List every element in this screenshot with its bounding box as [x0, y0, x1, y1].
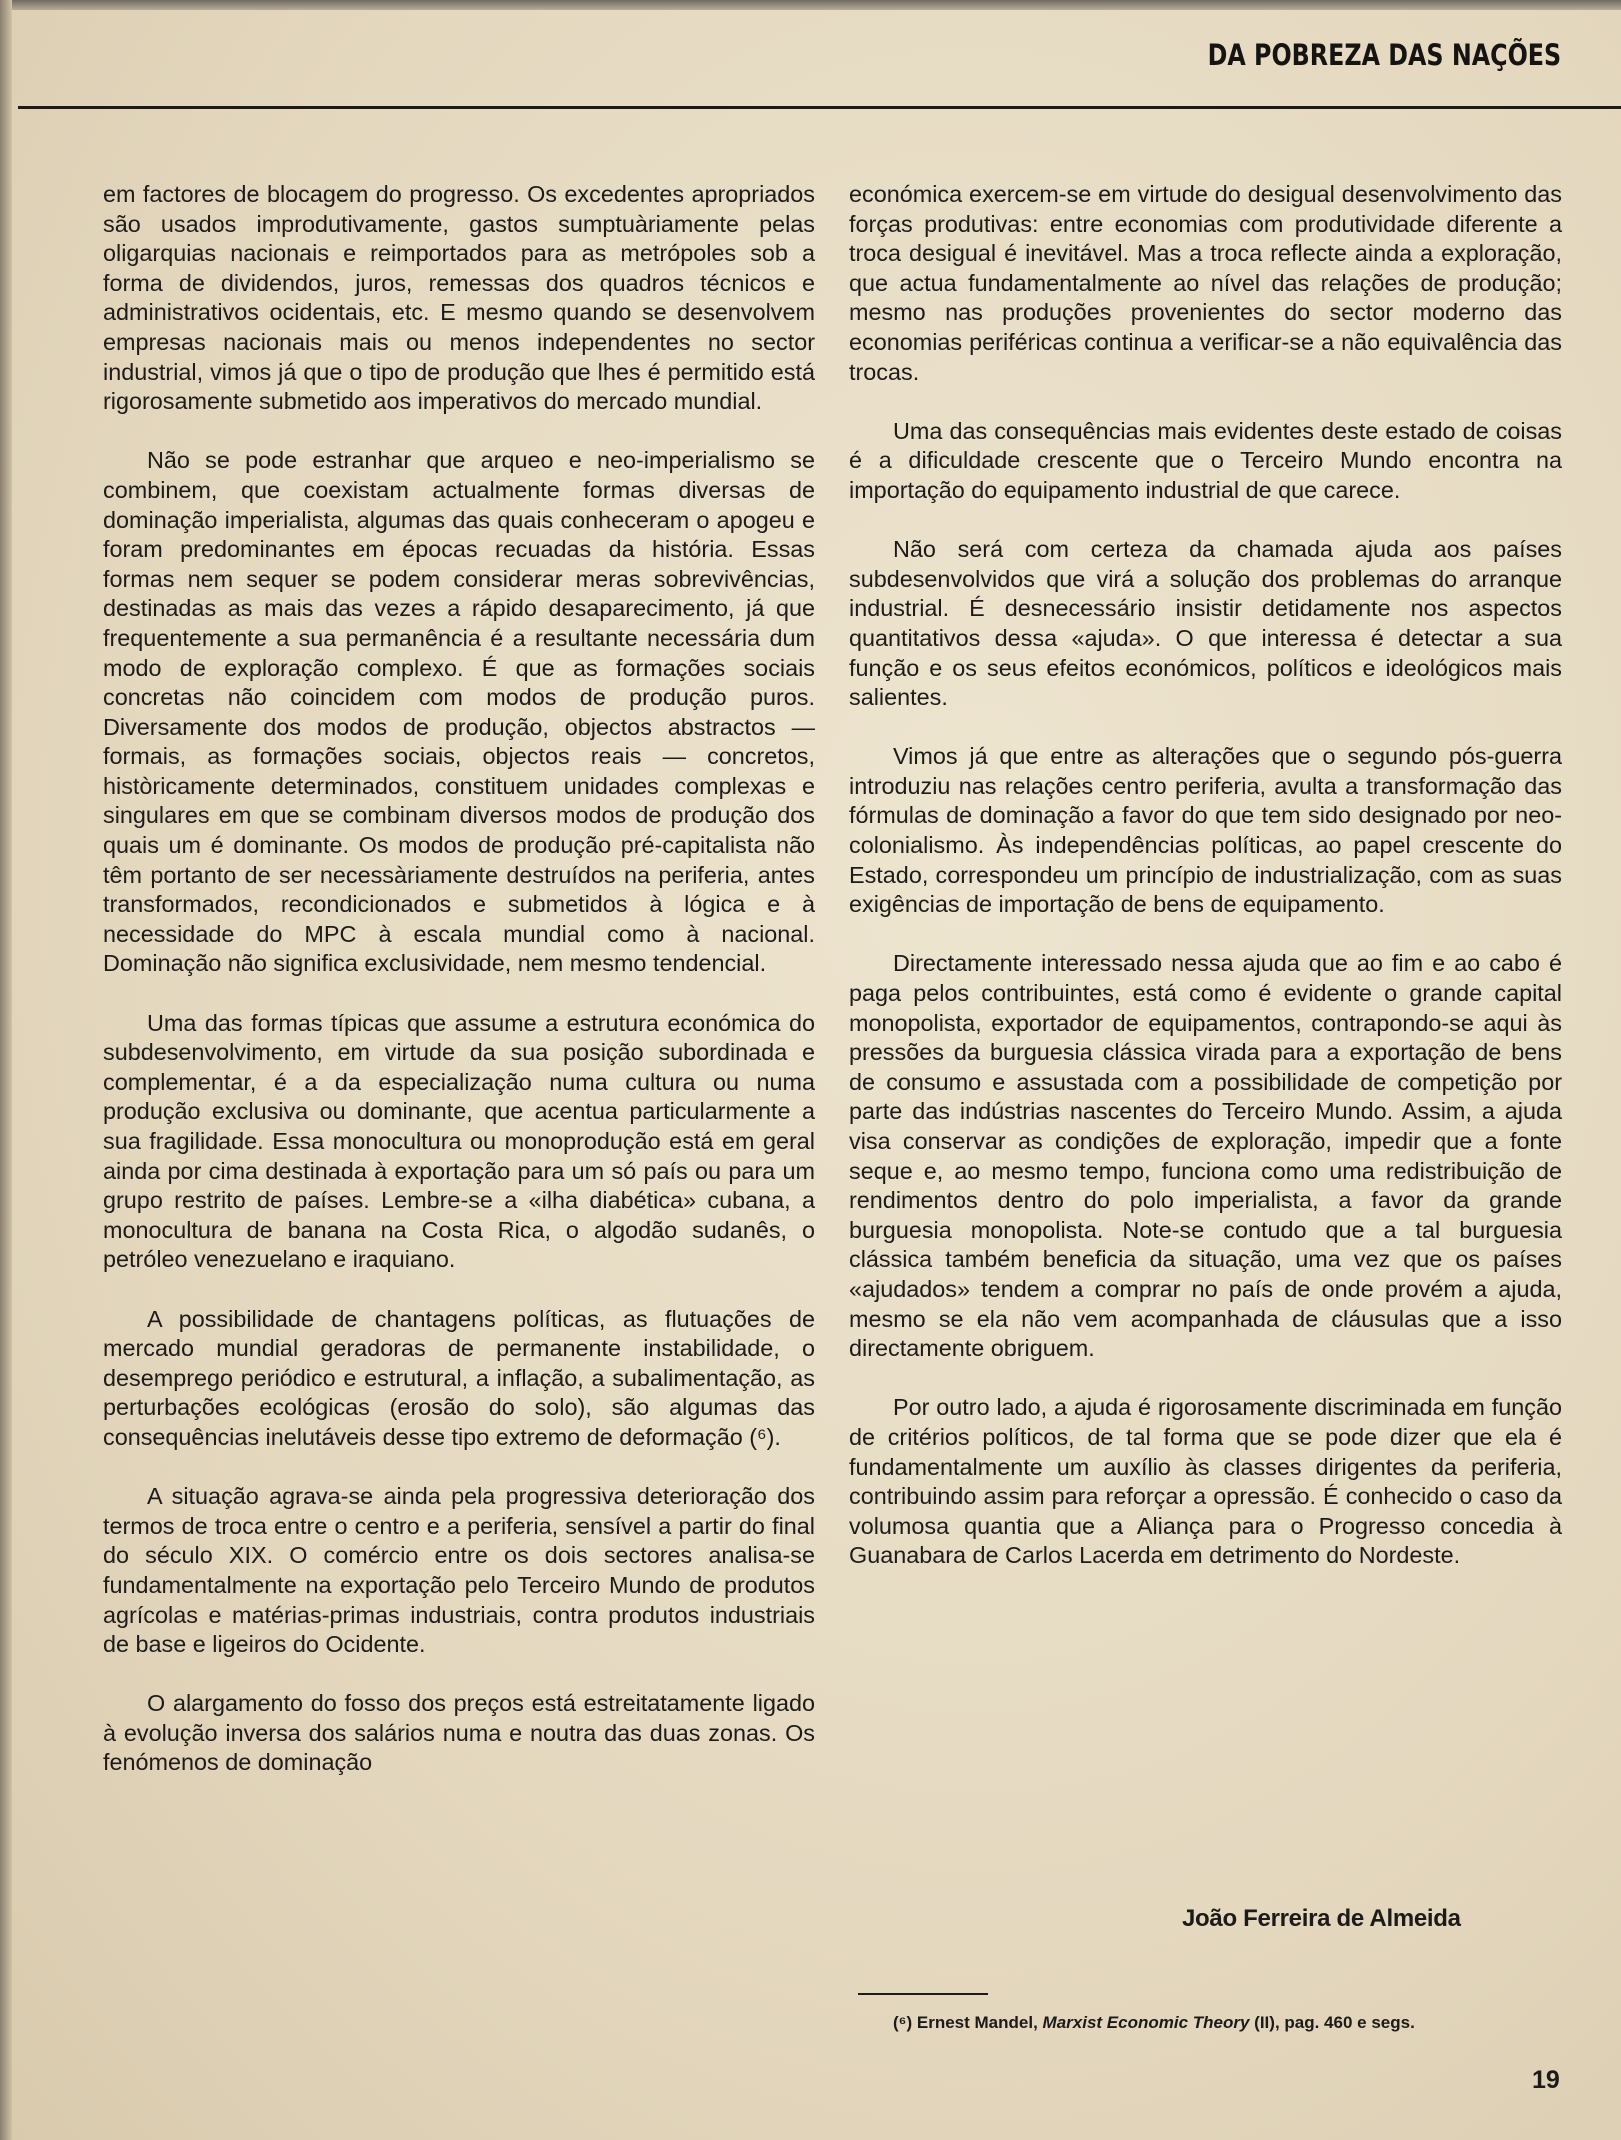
footnote-title: Marxist Economic Theory: [1042, 2013, 1250, 2032]
page-top-edge: [0, 0, 1621, 10]
paragraph: Não será com certeza da chamada ajuda aos países subdesenvolvidos que virá a solução dos problemas do arranque industrial. É desnecessário insistir detidamente nos aspectos quantitativos dessa «ajuda». O que interessa é detectar a sua função e os seus efeitos económicos, políticos e ideológicos mais salientes.: [849, 536, 1562, 711]
paragraph: O alargamento do fosso dos preços está estreitatamente ligado à evolução inversa dos salários numa e noutra das duas zonas. Os fenómenos de dominação: [103, 1690, 815, 1776]
footnote-rule: [858, 1993, 988, 1995]
paragraph: A situação agrava-se ainda pela progressiva deterioração dos termos de troca entre o centro e a periferia, sensível a partir do final do século XIX. O comércio entre os dois sectores analisa-se fundamentalmente na exportação pelo Terceiro Mundo de produtos agrícolas e matérias-primas industriais, contra produtos industriais de base e ligeiros do Ocidente.: [103, 1483, 815, 1658]
header-rule: [18, 106, 1621, 109]
paragraph: em factores de blocagem do progresso. Os excedentes apropriados são usados improdutivamente, gastos sumptuàriamente pelas oligarquias nacionais e reimportados para as metrópoles sob a forma de dividendos, juros, remessas dos quadros técnicos e administrativos ocidentais, etc. E mesmo quando se desenvolvem empresas nacionais mais ou menos independentes no sector industrial, vimos já que o tipo de produção que lhes é permitido está rigorosamente submetido aos imperativos do mercado mundial.: [103, 181, 815, 415]
paragraph: Uma das consequências mais evidentes deste estado de coisas é a dificuldade crescente que o Terceiro Mundo encontra na importação do equipamento industrial de que carece.: [849, 417, 1562, 503]
paragraph: Uma das formas típicas que assume a estrutura económica do subdesenvolvimento, em virtude da sua posição subordinada e complementar, é a da especialização numa cultura ou numa produção exclusiva ou dominante, que acentua particularmente a sua fragilidade. Essa monocultura ou monoprodução está em geral ainda por cima destinada à exportação para um só país ou para um grupo restrito de países. Lembre-se a «ilha diabética» cubana, a monocultura de banana na Costa Rica, o algodão sudanês, o petróleo venezuelano e iraquiano.: [103, 1009, 815, 1273]
paragraph: Directamente interessado nessa ajuda que ao fim e ao cabo é paga pelos contribuintes, está como é evidente o grande capital monopolista, exportador de equipamentos, contrapondo-se aqui às pressões da burguesia clássica virada para a exportação de bens de consumo e assustada com a possibilidade de competição por parte das indústrias nascentes do Terceiro Mundo. Assim, a ajuda visa conservar as condições de exploração, impedir que a fonte seque e, ao mesmo tempo, funciona como uma redistribuição de rendimentos dentro do polo imperialista, a favor da grande burguesia monopolista. Note-se contudo que a tal burguesia clássica também beneficia da situação, uma vez que os países «ajudados» tendem a comprar no país de onde provém a ajuda, mesmo se ela não vem acompanhada de cláusulas que a isso directamente obriguem.: [849, 950, 1562, 1362]
running-header: DA POBREZA DAS NAÇÕES: [1207, 38, 1561, 72]
paragraph: económica exercem-se em virtude do desigual desenvolvimento das forças produtivas: entre economias com produtividade diferente a troca desigual é inevitável. Mas a troca reflecte ainda a exploração, que actua fundamentalmente ao nível das relações de produção; mesmo nas produções provenientes do sector moderno das economias periféricas continua a verificar-se a não equivalência das trocas.: [849, 181, 1562, 385]
footnote-author: Ernest Mandel,: [916, 2013, 1038, 2032]
paragraph: Por outro lado, a ajuda é rigorosamente discriminada em função de critérios políticos, de tal forma que se pode dizer que ela é fundamentalmente um auxílio às classes dirigentes da periferia, contribuindo assim para reforçar a opressão. É conhecido o caso da volumosa quantia que a Aliança para o Progresso concedia à Guanabara de Carlos Lacerda em detrimento do Nordeste.: [849, 1394, 1562, 1569]
footnote-reference: (II), pag. 460 e segs.: [1254, 2013, 1415, 2032]
right-column: [849, 180, 1562, 1601]
paragraph: Vimos já que entre as alterações que o segundo pós-guerra introduziu nas relações centro periferia, avulta a transformação das fórmulas de dominação a favor do que tem sido designado por neo-colonialismo. Às independências políticas, ao papel crescente do Estado, correspondeu um princípio de industrialização, com as suas exigências de importação de bens de equipamento.: [849, 743, 1562, 918]
left-column: [103, 180, 815, 1808]
footnote-marker: (⁶): [893, 2013, 913, 2032]
paragraph: A possibilidade de chantagens políticas, as flutuações de mercado mundial geradoras de permanente instabilidade, o desemprego periódico e estrutural, a inflação, a subalimentação, as perturbações ecológicas (erosão do solo), são algumas das consequências inelutáveis desse tipo extremo de deformação (⁶).: [103, 1305, 815, 1450]
page-binding-edge: [0, 0, 12, 2140]
paragraph: Não se pode estranhar que arqueo e neo-imperialismo se combinem, que coexistam actualmente formas diversas de dominação imperialista, algumas das quais conheceram o apogeu e foram predominantes em épocas recuadas da história. Essas formas nem sequer se podem considerar meras sobrevivências, destinadas as mais das vezes a rápido desaparecimento, já que frequentemente a sua permanência é a resultante necessária dum modo de exploração complexo. É que as formações sociais concretas não coincidem com modos de produção puros. Diversamente dos modos de produção, objectos abstractos — formais, as formações sociais, objectos reais — concretos, històricamente determinados, constituem unidades complexas e singulares em que se combinam diversos modos de produção dos quais um é dominante. Os modos de produção pré-capitalista não têm portanto de ser necessàriamente destruídos na periferia, antes transformados, recondicionados e submetidos à lógica e à necessidade do MPC à escala mundial como à nacional. Dominação não significa exclusividade, nem mesmo tendencial.: [103, 447, 815, 977]
footnote: [893, 2013, 1415, 2033]
page-number: 19: [1532, 2066, 1560, 2094]
author-signature: João Ferreira de Almeida: [1182, 1905, 1461, 1932]
